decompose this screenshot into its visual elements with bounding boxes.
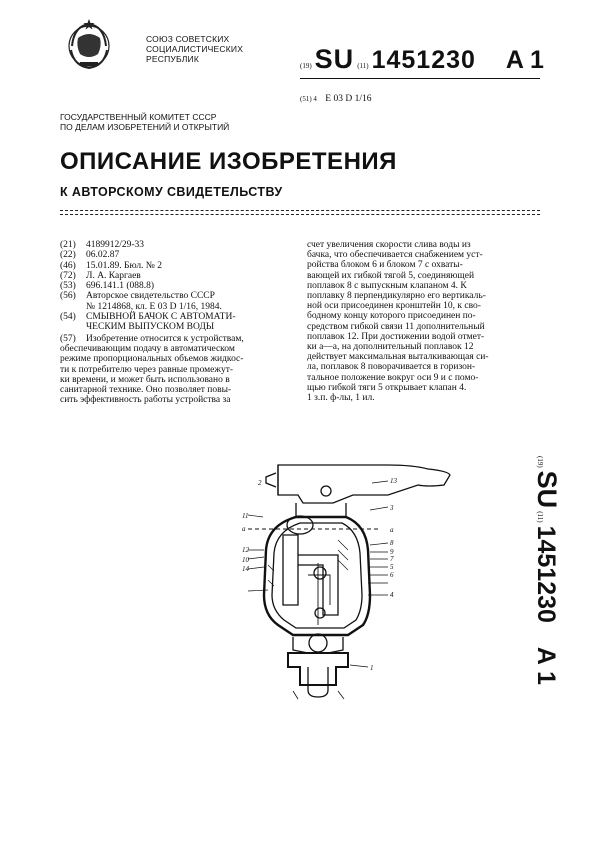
biblio-value: ЧЕСКИМ ВЫПУСКОМ ВОДЫ [86, 322, 215, 333]
drawing-label: 14 [242, 565, 249, 573]
bibliographic-data [60, 240, 300, 333]
abstract-line: вающей их гибкой тягой 5, соединяющей [307, 270, 475, 281]
document-title: ОПИСАНИЕ ИЗОБРЕТЕНИЯ [60, 148, 397, 175]
drawing-label: 6 [390, 571, 394, 579]
biblio-value: 06.02.87 [86, 250, 120, 261]
number-code-label: (11) [357, 62, 369, 70]
biblio-value: 15.01.89. Бюл. № 2 [86, 260, 162, 271]
country: SU [314, 44, 355, 74]
patent-number: 1451230 [371, 46, 476, 74]
abstract-line: поплавок 8 с выпускным клапаном 4. К [307, 280, 467, 291]
org-line: РЕСПУБЛИК [146, 54, 200, 64]
biblio-code: (21) [60, 240, 76, 250]
drawing-label: 11 [242, 512, 249, 520]
drawing-label: 3 [390, 504, 394, 512]
biblio-row [60, 281, 300, 291]
kind-code: A 1 [532, 646, 560, 685]
biblio-row [60, 271, 300, 281]
drawing-label: 9 [390, 548, 394, 556]
drawing-label: 5 [390, 563, 394, 571]
publication-number [300, 44, 544, 75]
abstract-line: бодному концу которого присоединен по- [307, 311, 476, 322]
drawing-label: а [242, 525, 246, 533]
abstract-line: поплавку 8 перпендикулярно его вертикаль- [307, 291, 486, 302]
biblio-row [60, 302, 300, 312]
patent-number: 1451230 [532, 525, 560, 623]
abstract-line: счет увеличения скорости слива воды из [307, 240, 471, 250]
org-line: СОЮЗ СОВЕТСКИХ [146, 34, 230, 44]
abstract-line: ной оси присоединен кронштейн 10, к сво- [307, 301, 481, 312]
divider [60, 214, 540, 215]
drawing-label: 7 [390, 555, 394, 563]
country: SU [532, 470, 562, 509]
drawing-label: 2 [258, 479, 262, 487]
abstract-line: ла, поплавок 8 поворачивается в горизон- [307, 362, 476, 373]
number-code-label: (11) [536, 511, 544, 523]
abstract-line [60, 334, 300, 344]
biblio-row [60, 261, 300, 271]
committee-name [60, 112, 229, 132]
ipc-classification [300, 94, 371, 104]
abstract-line: средством гибкой связи 11 дополнительный [307, 321, 485, 332]
country-code-label: (19) [300, 62, 312, 70]
biblio-code: (54) [60, 312, 76, 323]
abstract-line: режиме пропорциональных объемов жидкос- [60, 354, 244, 365]
abstract-line: щью гибкой тяги 5 открывает клапан 4. [307, 382, 467, 393]
biblio-row [60, 250, 300, 260]
biblio-value: Авторское свидетельство СССР [86, 291, 215, 302]
drawing-label: 1 [370, 664, 374, 672]
abstract-left-column [60, 334, 300, 405]
biblio-row [60, 291, 300, 301]
abstract-line: обеспечивающим подачу в автоматическом [60, 344, 235, 355]
kind-code: A 1 [505, 46, 544, 74]
abstract-line: сить эффективность работы устройства за [60, 395, 231, 406]
organization-name [146, 34, 243, 64]
biblio-value: Л. А. Каргаев [86, 270, 141, 281]
drawing-label: 13 [390, 477, 397, 485]
technical-drawing [238, 455, 478, 700]
drawing-label: а [390, 526, 394, 534]
abstract-line: тальное положение вокруг оси 9 и с помо- [307, 372, 479, 383]
drawing-label: 12 [242, 546, 249, 554]
ipc-code-label: (51) 4 [300, 95, 317, 103]
biblio-code [60, 302, 86, 312]
abstract-line: санитарной технике. Оно позволяет повы- [60, 385, 232, 396]
abstract-text: Изобретение относится к устройствам, [86, 334, 244, 344]
ussr-emblem [60, 16, 118, 74]
biblio-code [60, 322, 86, 332]
biblio-value: № 1214868, кл. Е 03 D 1/16, 1984. [86, 301, 222, 312]
biblio-code: (22) [60, 250, 76, 261]
abstract-line: действует максимальная выталкивающая си- [307, 352, 489, 363]
abstract-line: бачка, что обеспечивается снабжением уст- [307, 250, 483, 261]
side-publication-number [526, 456, 566, 686]
biblio-row [60, 312, 300, 322]
abstract-line: ки времени, и может быть использовано в [60, 374, 230, 385]
drawing-label: 4 [390, 591, 394, 599]
abstract-line: 1 з.п. ф-лы, 1 ил. [307, 393, 375, 404]
drawing-label: 10 [242, 556, 249, 564]
abstract-right-column [307, 240, 525, 403]
divider [60, 210, 540, 211]
abstract-line: поплавок 12. При достижении водой отмет- [307, 331, 485, 342]
biblio-value: 4189912/29-33 [86, 240, 145, 250]
biblio-row [60, 322, 300, 332]
abstract-line: ки а—а, на дополнительный поплавок 12 [307, 342, 474, 353]
drawing-label: 8 [390, 539, 394, 547]
committee-line: ПО ДЕЛАМ ИЗОБРЕТЕНИЙ И ОТКРЫТИЙ [60, 122, 230, 132]
header-rule [300, 78, 540, 79]
biblio-code: (56) [60, 291, 76, 302]
abstract-line: ройства блоком 6 и блоком 7 с охваты- [307, 260, 463, 271]
biblio-value: СМЫВНОЙ БАЧОК С АВТОМАТИ- [86, 312, 236, 323]
abstract-line: ти к потребителю через равные промежут- [60, 364, 234, 375]
ipc-value: E 03 D 1/16 [325, 94, 372, 104]
biblio-code: (53) [60, 281, 76, 292]
abstract-code: (57) [60, 334, 76, 344]
biblio-value: 696.141.1 (088.8) [86, 281, 155, 292]
biblio-row [60, 240, 300, 250]
biblio-code: (46) [60, 260, 76, 271]
document-subtitle: К АВТОРСКОМУ СВИДЕТЕЛЬСТВУ [60, 185, 283, 199]
org-line: СОЦИАЛИСТИЧЕСКИХ [146, 44, 244, 54]
biblio-code: (72) [60, 270, 76, 281]
committee-line: ГОСУДАРСТВЕННЫЙ КОМИТЕТ СССР [60, 112, 217, 122]
country-code-label: (19) [536, 456, 544, 468]
